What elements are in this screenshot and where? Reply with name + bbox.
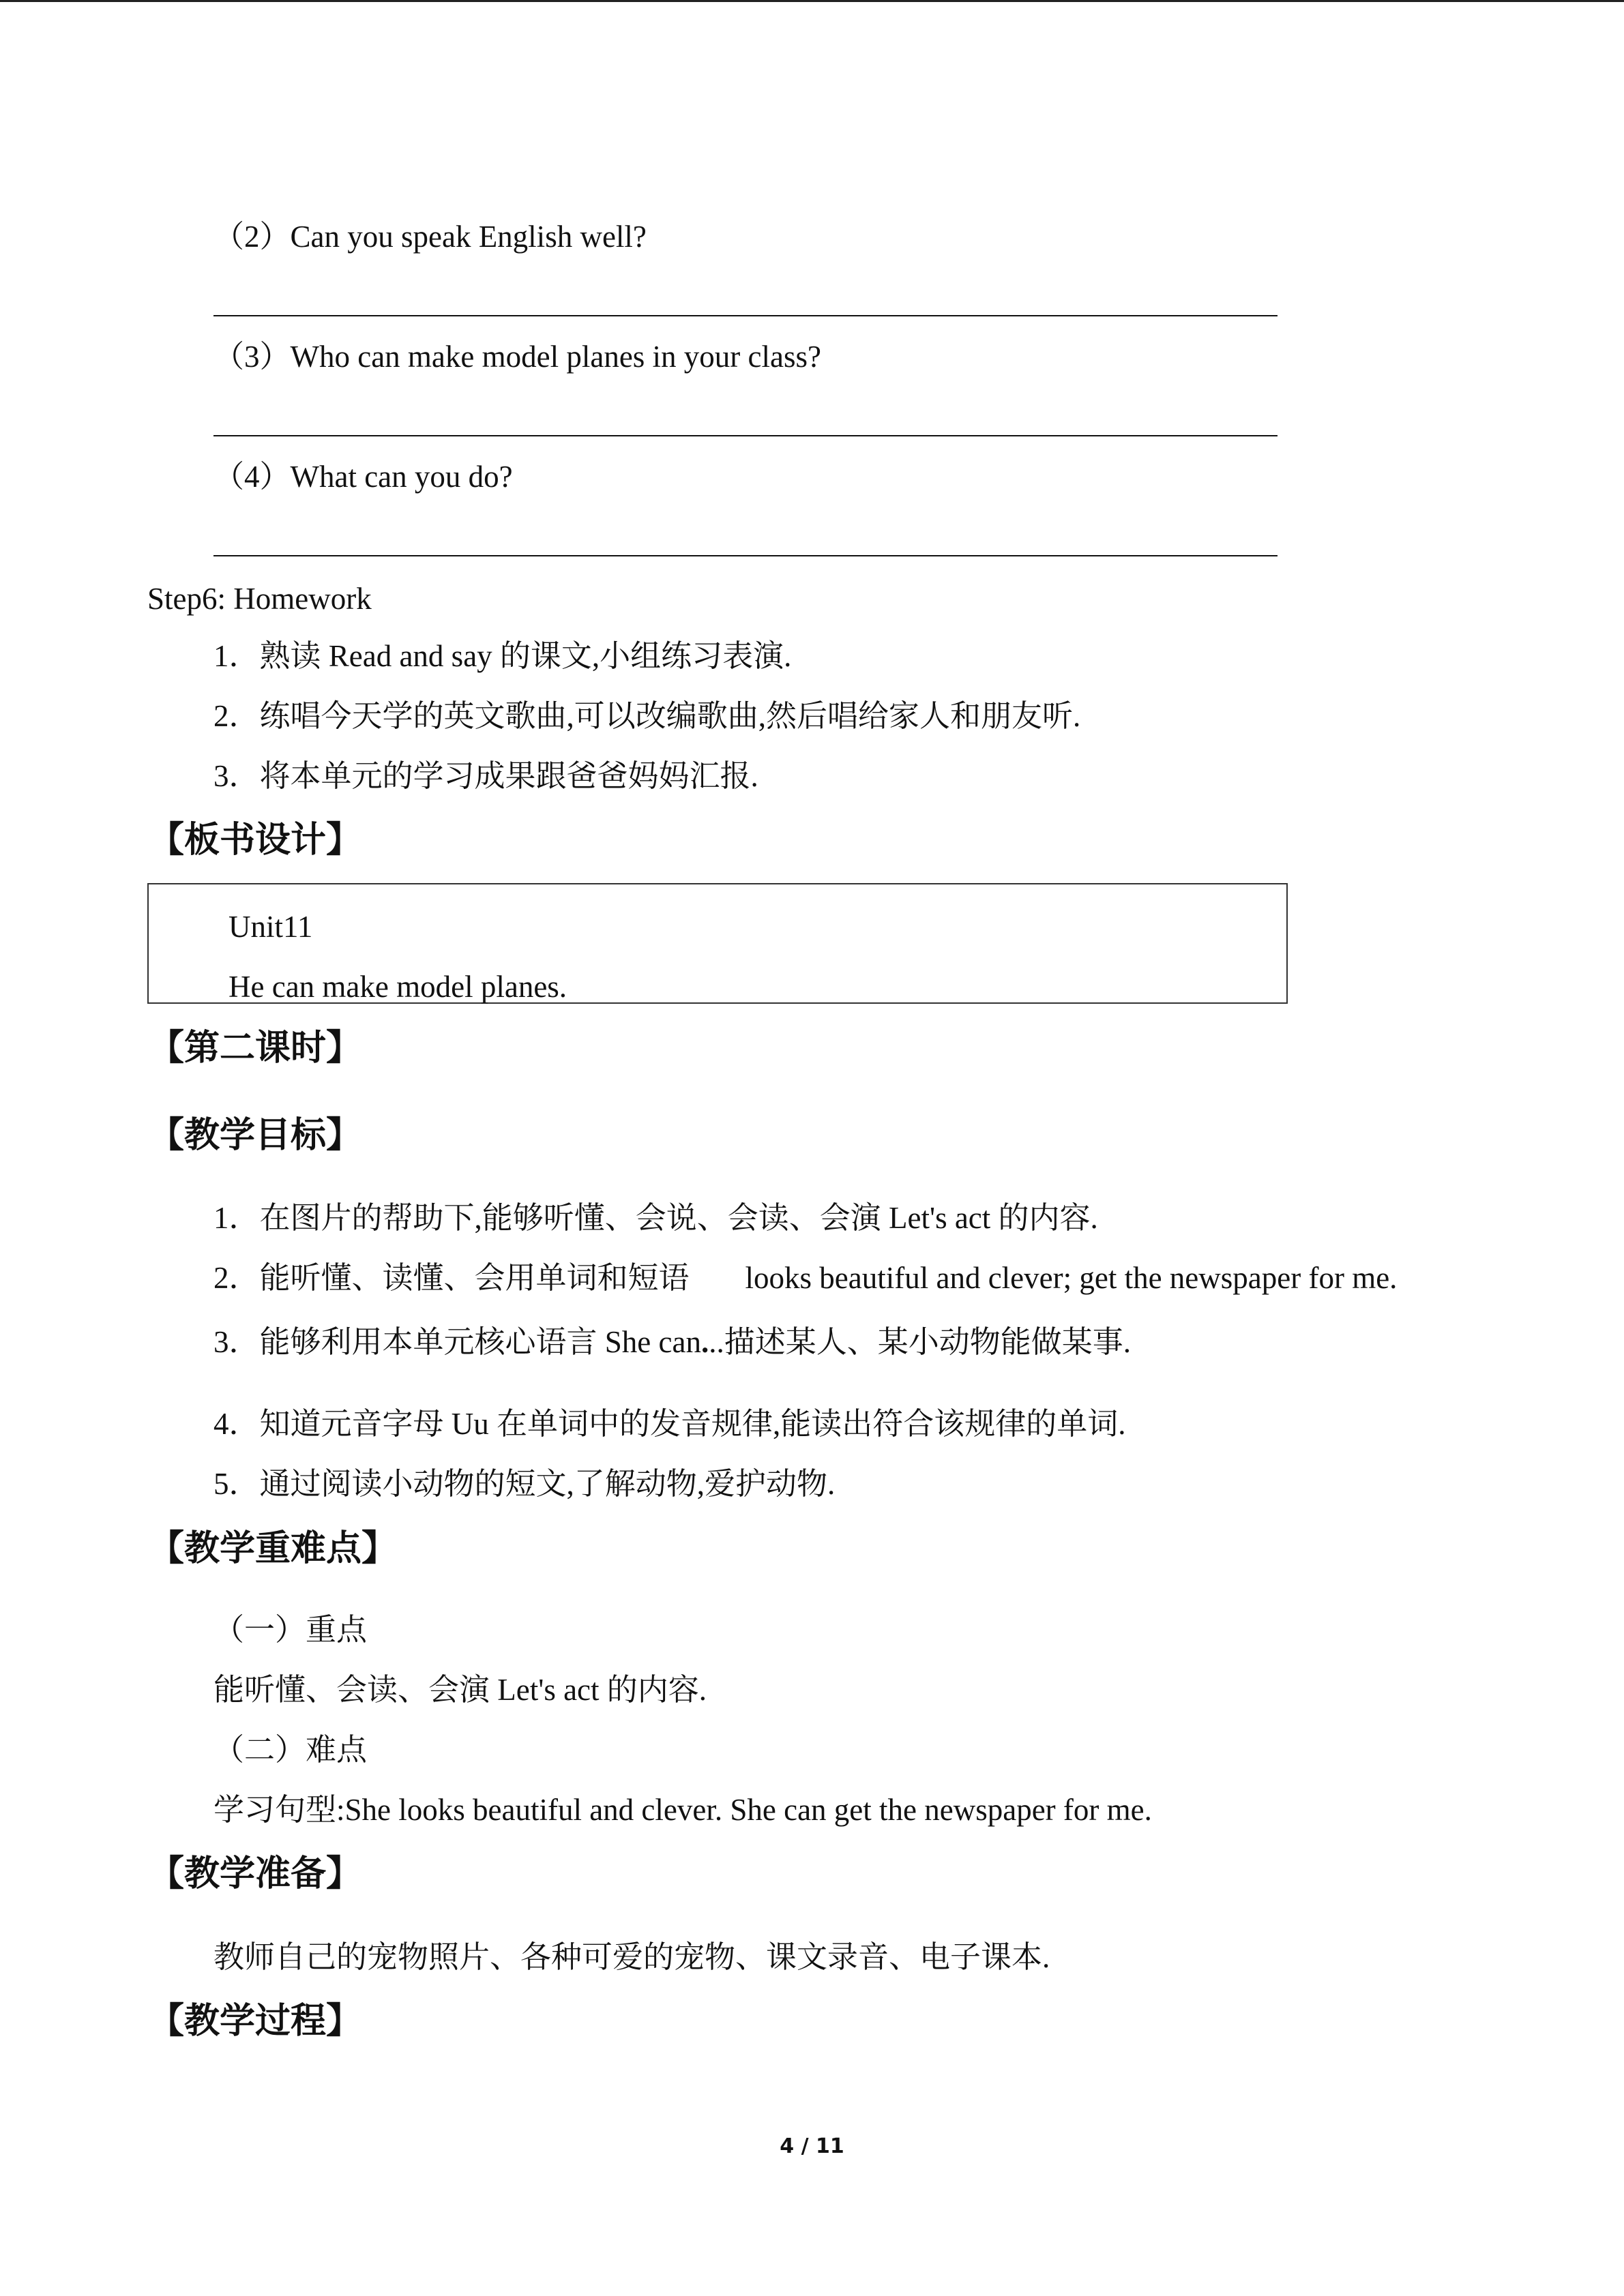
preparation-text: 教师自己的宠物照片、各种可爱的宠物、课文录音、电子课本. — [213, 1940, 1050, 1974]
question-3: （3）Who can make model planes in your class? — [213, 340, 821, 374]
objective-5: 5．通过阅读小动物的短文,了解动物,爱护动物. — [213, 1467, 836, 1501]
objective-2-text: 2．能听懂、读懂、会用单词和短语 — [213, 1261, 690, 1295]
keypoint-sub-2: （二）难点 — [213, 1733, 368, 1767]
objective-3-bold-dot: . — [700, 1325, 709, 1359]
keypoint-sub-1: （一）重点 — [213, 1613, 368, 1647]
homework-item-3: 3．将本单元的学习成果跟爸爸妈妈汇报. — [213, 759, 758, 793]
objectives-heading: 【教学目标】 — [149, 1115, 362, 1156]
answer-line-2 — [213, 315, 1278, 316]
process-heading: 【教学过程】 — [149, 2001, 362, 2042]
objective-3 — [213, 1323, 1131, 1361]
step6-title: Step6: Homework — [147, 582, 372, 616]
objective-4: 4．知道元音字母 Uu 在单词中的发音规律,能读出符合该规律的单词. — [213, 1407, 1126, 1441]
homework-item-2: 2．练唱今天学的英文歌曲,可以改编歌曲,然后唱给家人和朋友听. — [213, 699, 1081, 733]
keypoints-heading: 【教学重难点】 — [149, 1528, 398, 1569]
homework-item-1: 1．熟读 Read and say 的课文,小组练习表演. — [213, 639, 792, 673]
question-2: （2）Can you speak English well? — [213, 220, 647, 254]
question-4: （4）What can you do? — [213, 460, 513, 494]
objective-3-prefix: 3．能够利用本单元核心语言 She can — [213, 1325, 701, 1359]
answer-line-4 — [213, 555, 1278, 556]
answer-line-3 — [213, 435, 1278, 436]
keypoint-text-2: 学习句型:She looks beautiful and clever. She can get the newspaper for me. — [213, 1793, 1152, 1827]
lesson2-heading: 【第二课时】 — [149, 1028, 362, 1069]
board-design-heading: 【板书设计】 — [149, 820, 362, 861]
page-top-border — [0, 0, 1624, 2]
board-unit: Unit11 — [228, 910, 313, 944]
keypoint-text-1: 能听懂、会读、会演 Let's act 的内容. — [213, 1673, 707, 1707]
board-sentence: He can make model planes. — [228, 970, 567, 1004]
page-number: 4 / 11 — [780, 2134, 844, 2158]
preparation-heading: 【教学准备】 — [149, 1853, 362, 1894]
objective-1: 1．在图片的帮助下,能够听懂、会说、会读、会演 Let's act 的内容. — [213, 1201, 1098, 1235]
objective-3-suffix: ..描述某人、某小动物能做某事. — [709, 1325, 1131, 1359]
objective-2-phrase: looks beautiful and clever; get the newspaper for me. — [745, 1261, 1398, 1295]
objective-2 — [213, 1259, 1397, 1297]
